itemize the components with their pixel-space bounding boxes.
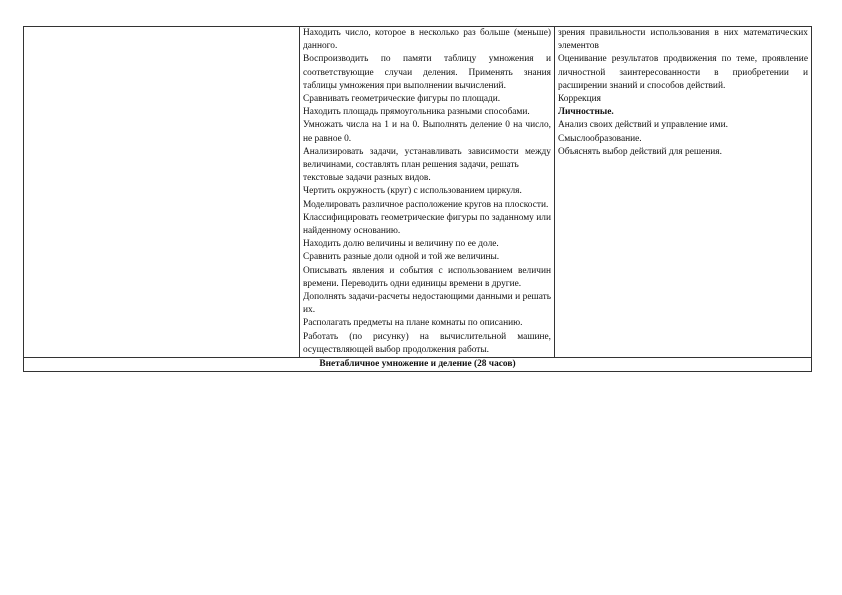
activity-item: Работать (по рисунку) на вычислительной машине, осуществляющей выбор продолжения работы.: [303, 331, 551, 355]
outcome-item: Анализ своих действий и управление ими.: [558, 120, 728, 131]
outcome-heading: Личностные.: [558, 107, 614, 118]
table-row: [24, 27, 812, 358]
topic-cell: [24, 27, 300, 358]
table-row: [24, 358, 812, 372]
activity-item: Воспроизводить по памяти таблицу умножения и соответствующие случаи деления. Применять знания таблицы умножения при выполнении вычислений.: [303, 54, 551, 91]
activity-item: Находить долю величины и величину по ее доле.: [303, 239, 499, 250]
curriculum-table: [23, 26, 812, 372]
activity-item: Умножать числа на 1 и на 0. Выполнять деление 0 на число, не равное 0.: [303, 120, 551, 144]
activity-item: Моделировать различное расположение кругов на плоскости.: [303, 199, 549, 210]
outcome-item: Оценивание результатов продвижения по теме, проявление личностной заинтересованности в приобретении и расширении знаний и способов действий.: [558, 54, 808, 91]
activity-item: Находить число, которое в несколько раз больше (меньше) данного.: [303, 28, 551, 52]
activity-item: Находить площадь прямоугольника разными способами.: [303, 107, 530, 118]
activity-item: текстовые задачи разных видов.: [303, 173, 431, 184]
outcome-item: Смыслообразование.: [558, 133, 642, 144]
activity-item: Чертить окружность (круг) с использованием циркуля.: [303, 186, 522, 197]
learning-outcomes-cell: [555, 27, 812, 358]
activity-item: Классифицировать геометрические фигуры по заданному или найденному основанию.: [303, 212, 551, 237]
activity-item: Сравнивать геометрические фигуры по площади.: [303, 94, 501, 105]
section-heading: Внетабличное умножение и деление (28 часов): [24, 358, 812, 372]
activity-item: Анализировать задачи, устанавливать зависимости между величинами, составлять план решения задачи, решать: [303, 146, 551, 171]
activity-item: Дополнять задачи-расчеты недостающими данными и решать их.: [303, 292, 551, 316]
outcome-item: Коррекция: [558, 94, 601, 105]
activity-item: Описывать явления и события с использованием величин времени. Переводить одни единицы времени в другие.: [303, 265, 551, 289]
outcome-item: зрения правильности использования в них математических элементов: [558, 28, 808, 52]
learning-activities-cell: [300, 27, 555, 358]
activity-item: Сравнить разные доли одной и той же величины.: [303, 252, 500, 263]
activity-item: Располагать предметы на плане комнаты по описанию.: [303, 318, 523, 329]
outcome-item: Объяснять выбор действий для решения.: [558, 146, 722, 157]
